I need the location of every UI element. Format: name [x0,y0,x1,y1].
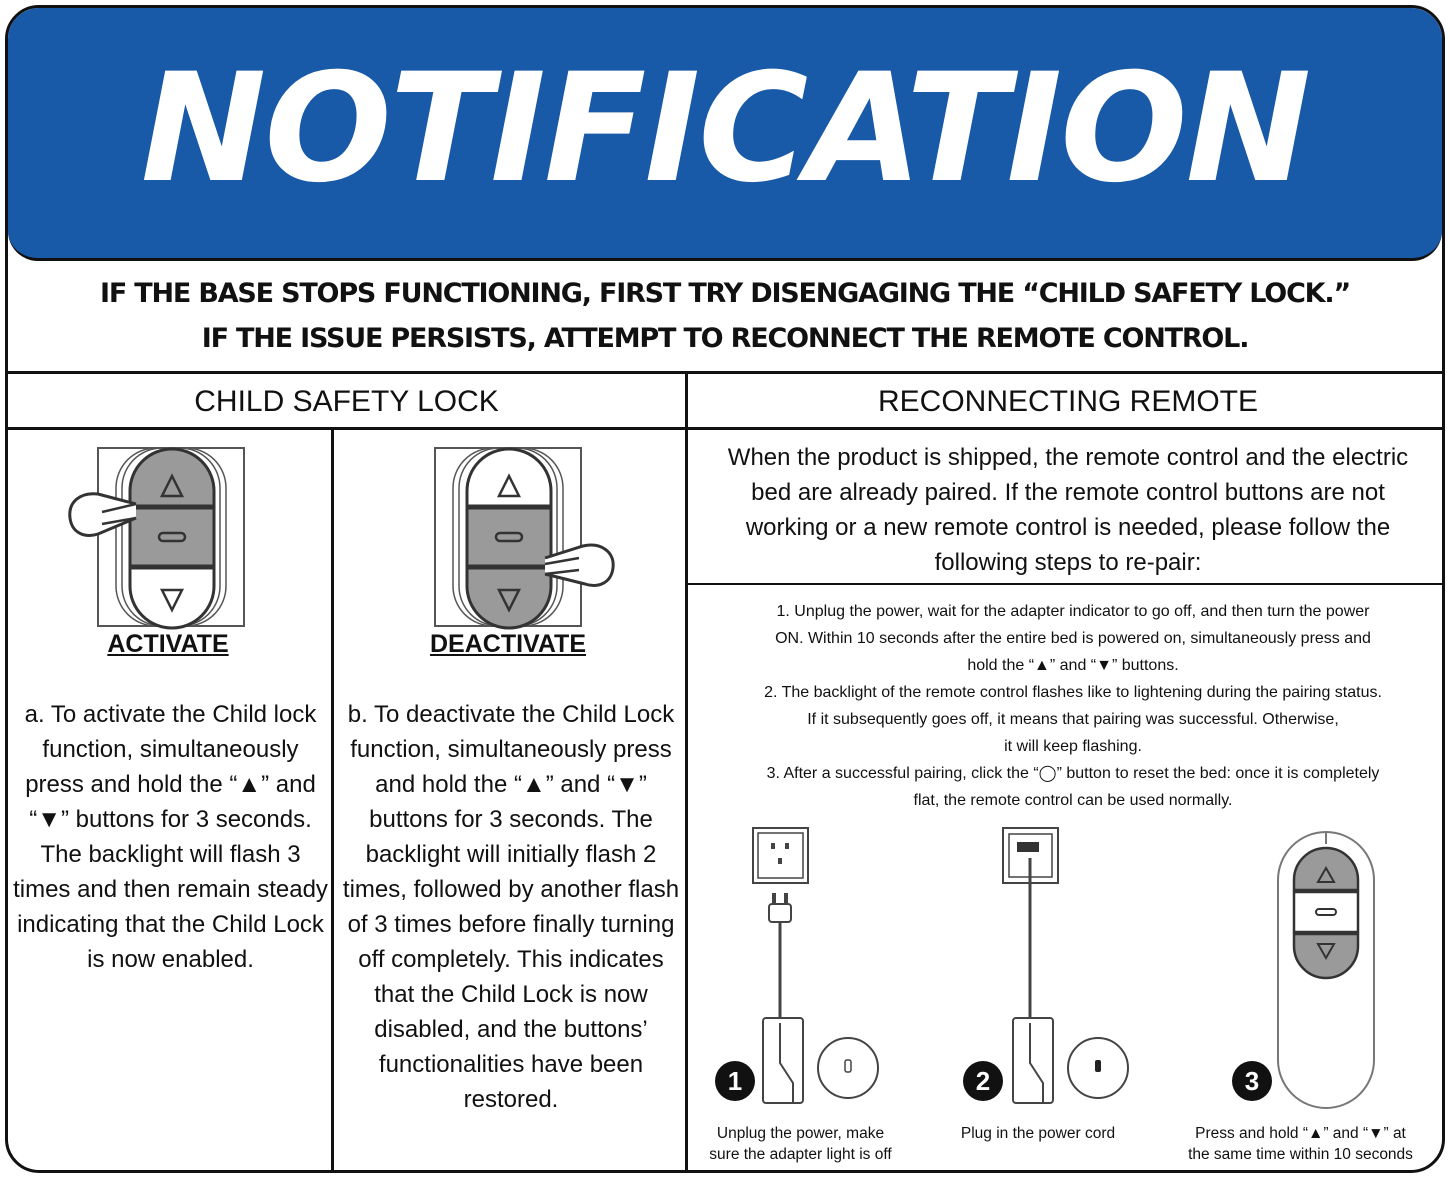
lock-divider [331,427,334,1173]
warning-message [8,261,1442,374]
step-2-line-2: If it subsequently goes off, it means that pairing was successful. Otherwise, [807,711,1339,728]
warning-line-2: IF THE ISSUE PERSISTS, ATTEMPT TO RECONNECT THE REMOTE CONTROL. [201,323,1249,354]
figure-1-caption-line-2: sure the adapter light is off [709,1146,892,1163]
step-1-line-2: ON. Within 10 seconds after the entire bed is powered on, simultaneously press and [775,630,1371,647]
plug-in-illustration [1003,828,1133,1103]
step-2-line-1: 2. The backlight of the remote control flashes like to lightening during the pairing status. [764,684,1382,701]
step-1-line-1: 1. Unplug the power, wait for the adapter indicator to go off, and then turn the power [776,603,1370,620]
deactivate-label: DEACTIVATE [429,630,587,658]
deactivate-remote-illustration [433,446,633,631]
deactivate-instructions: b. To deactivate the Child Lock function, simultaneously press and hold the “▲” and “▼” buttons for 3 seconds. The backlight will initially flash 2 times, followed by another flash of 3 times before finally turning off completely. This indicates that the Child Lock is now disabled, and the buttons’ functionalities have been restored. [342,701,680,1113]
figure-2-caption [938,1123,1138,1144]
figure-3-caption-line-1: Press and hold “▲” and “▼” at [1195,1125,1406,1142]
figure-1-caption-line-1: Unplug the power, make [716,1125,885,1142]
activate-instructions: a. To activate the Child lock function, simultaneously press and hold the “▲” and “▼” buttons for 3 seconds. The backlight will flash 3 times and then remain steady indicating that the Child Lock is now enabled. [13,701,328,973]
step-3-line-2: flat, the remote control can be used normally. [913,792,1233,809]
reconnect-heading: RECONNECTING REMOTE [877,385,1258,418]
reconnect-intro [691,433,1445,586]
reconnect-intro-text: When the product is shipped, the remote control and the electric bed are already paired. If the remote control buttons are not working or a new remote control is needed, please follow the following steps to re-pair: [727,443,1409,576]
notification-banner [8,8,1442,261]
warning-line-1: IF THE BASE STOPS FUNCTIONING, FIRST TRY DISENGAGING THE “CHILD SAFETY LOCK.” [99,278,1351,309]
figure-3-caption-line-2: the same time within 10 seconds [1188,1146,1413,1163]
unplug-power-illustration [753,828,883,1103]
figure-2-badge: 2 [963,1061,1003,1101]
step-2-line-3: it will keep flashing. [1004,738,1142,755]
notification-sheet [5,5,1445,1173]
banner-title: NOTIFICATION [140,42,1310,216]
figure-1-badge: 1 [715,1061,755,1101]
figure-1-caption [693,1123,908,1165]
column-divider [685,374,688,1173]
activate-label: ACTIVATE [107,630,229,658]
figure-2-caption-line-1: Plug in the power cord [960,1125,1116,1142]
activate-remote-illustration [58,446,258,631]
child-lock-heading: CHILD SAFETY LOCK [194,385,499,418]
step-1-line-3: hold the “▲” and “▼” buttons. [967,657,1179,674]
step-3-line-1: 3. After a successful pairing, click the “◯” button to reset the bed: once it is completely [766,765,1380,782]
pairing-steps [698,598,1445,814]
figure-3-caption [1173,1123,1428,1165]
figure-3-badge: 3 [1232,1061,1272,1101]
remote-pairing-illustration [1276,830,1376,1110]
